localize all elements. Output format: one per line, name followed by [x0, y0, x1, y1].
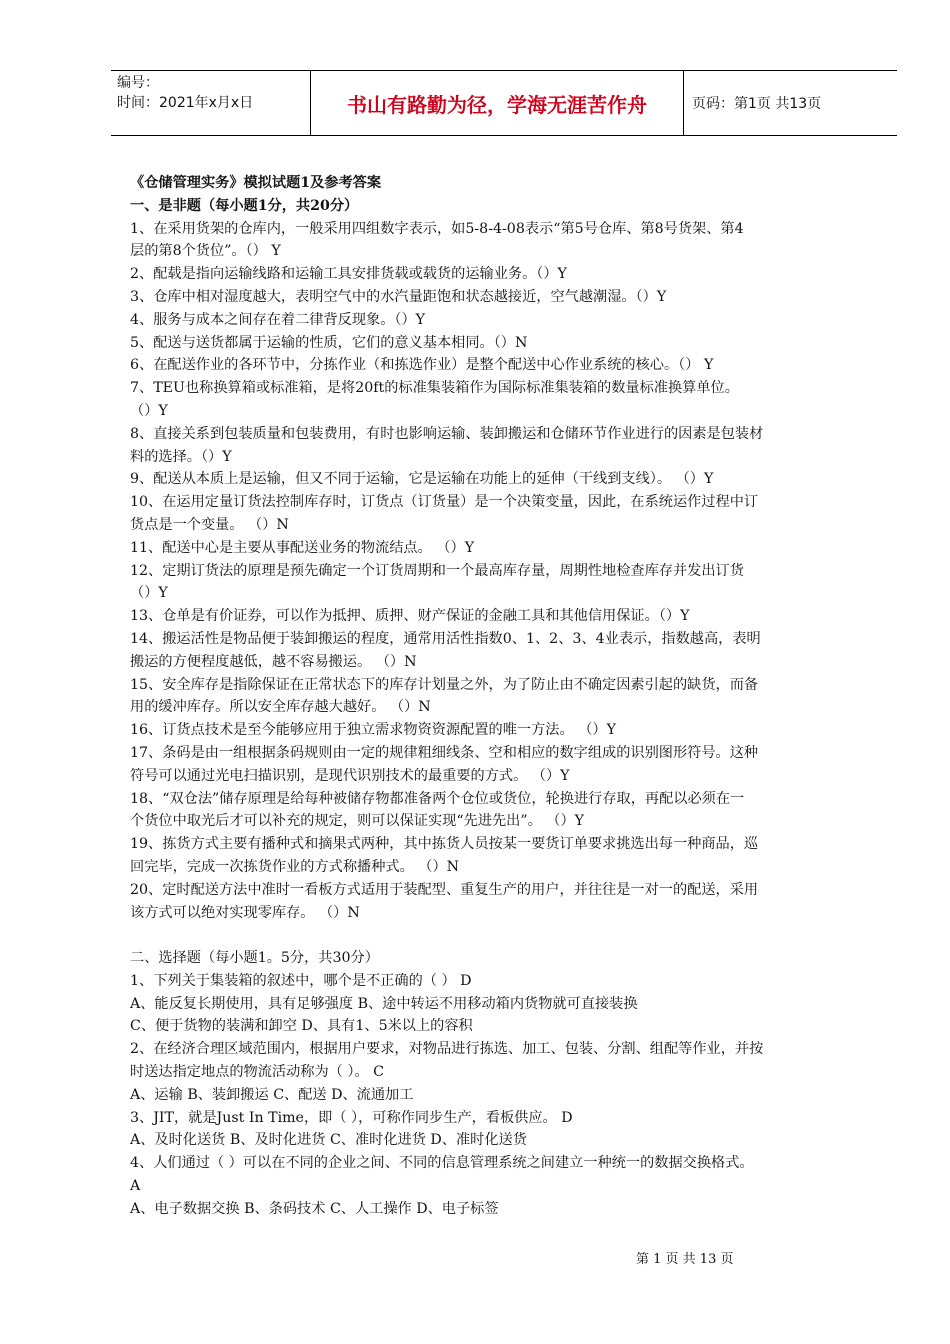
- text-line: 5、配送与送货都属于运输的性质，它们的意义基本相同。（）N: [130, 334, 528, 351]
- text-line: 该方式可以绝对实现零库存。 （）N: [130, 904, 360, 921]
- text-line: 回完毕，完成一次拣货作业的方式称播种式。 （）N: [130, 858, 460, 875]
- page-footer: 第 1 页 共 13 页: [636, 1252, 734, 1267]
- text-line: 1、下列关于集装箱的叙述中，哪个是不正确的（ ） D: [130, 972, 472, 989]
- text-line: 15、安全库存是指除保证在正常状态下的库存计划量之外，为了防止由不确定因素引起的缺货，而备: [130, 676, 759, 693]
- text-line: 8、直接关系到包装质量和包装费用，有时也影响运输、装卸搬运和仓储环节作业进行的因素是包装材: [130, 425, 764, 442]
- text-line: 3、仓库中相对湿度越大，表明空气中的水汽量距饱和状态越接近，空气越潮湿。（）Y: [130, 288, 667, 305]
- text-line: 18、“双仓法”储存原理是给每种被储存物都准备两个仓位或货位，轮换进行存取，再配以必须在一: [130, 790, 745, 807]
- text-line: A: [130, 1178, 141, 1195]
- text-line: 20、定时配送方法中准时一看板方式适用于装配型、重复生产的用户，并往往是一对一的配送，采用: [130, 881, 759, 898]
- text-line: 6、在配送作业的各环节中，分拣作业（和拣选作业）是整个配送中心作业系统的核心。（） Y: [130, 357, 714, 374]
- text-line: 7、TEU也称换算箱或标准箱，是将20ft的标准集装箱作为国际标准集装箱的数量标准换算单位。: [130, 380, 739, 397]
- text-line: 12、定期订货法的原理是预先确定一个订货周期和一个最高库存量，周期性地检查库存并发出订货: [130, 562, 744, 579]
- text-line: 16、订货点技术是至今能够应用于独立需求物资资源配置的唯一方法。 （）Y: [130, 722, 616, 739]
- text-line: 2、在经济合理区域范围内，根据用户要求，对物品进行拣选、加工、包装、分割、组配等作业，并按: [130, 1041, 764, 1058]
- text-line: 14、搬运活性是物品便于装卸搬运的程度，通常用活性指数0、1、2、3、4业表示，指数越高，表明: [130, 630, 761, 647]
- question-list: [130, 218, 880, 1221]
- text-line: （）Y: [130, 402, 168, 419]
- text-line: 4、人们通过（ ）可以在不同的企业之间、不同的信息管理系统之间建立一种统一的数据交换格式。: [130, 1155, 754, 1172]
- text-line: 19、拣货方式主要有播种式和摘果式两种，其中拣货人员按某一要货订单要求挑选出每一种商品，巡: [130, 836, 759, 853]
- header-meta: [111, 71, 311, 135]
- text-line: 搬运的方便程度越低，越不容易搬运。 （）N: [130, 653, 417, 670]
- text-line: 符号可以通过光电扫描识别，是现代识别技术的最重要的方式。 （）Y: [130, 767, 570, 784]
- text-line: 11、配送中心是主要从事配送业务的物流结点。 （）Y: [130, 539, 475, 556]
- text-line: A、能反复长期使用，具有足够强度 B、途中转运不用移动箱内货物就可直接装换: [130, 995, 638, 1012]
- blank-line: [130, 924, 880, 947]
- text-line: A、电子数据交换 B、条码技术 C、人工操作 D、电子标签: [130, 1200, 499, 1217]
- text-line: C、便于货物的装满和卸空 D、具有1、5米以上的容积: [130, 1018, 473, 1035]
- text-line: 用的缓冲库存。所以安全库存越大越好。 （）N: [130, 699, 431, 716]
- header-date: 时间：2021年x月x日: [117, 95, 254, 111]
- header-page-info: 页码：第1页 共13页: [692, 96, 822, 112]
- text-line: 1、在采用货架的仓库内，一般采用四组数字表示，如5-8-4-08表示“第5号仓库、第8号货架、第4: [130, 220, 744, 237]
- text-line: A、运输 B、装卸搬运 C、配送 D、流通加工: [130, 1086, 414, 1103]
- text-line: 4、服务与成本之间存在着二律背反现象。（）Y: [130, 311, 426, 328]
- header-number-label: 编号：: [117, 75, 159, 91]
- section-heading-true-false: 一、是非题（每小题1分，共20分）: [130, 197, 359, 214]
- text-line: 个货位中取光后才可以补充的规定，则可以保证实现“先进先出”。 （）Y: [130, 813, 585, 830]
- text-line: （）Y: [130, 585, 168, 602]
- text-line: 货点是一个变量。 （）N: [130, 516, 289, 533]
- text-line: 时送达指定地点的物流活动称为（ ）。 C: [130, 1064, 384, 1081]
- text-line: A、及时化送货 B、及时化进货 C、准时化进货 D、准时化送货: [130, 1132, 527, 1149]
- text-line: 二、选择题（每小题1。5分，共30分）: [130, 950, 379, 967]
- text-line: 3、JIT，就是Just In Time，即（ ），可称作同步生产，看板供应。 D: [130, 1109, 573, 1126]
- text-line: 层的第8个货位”。（） Y: [130, 243, 281, 260]
- text-line: 17、条码是由一组根据条码规则由一定的规律粗细线条、空和相应的数字组成的识别图形符号。这种: [130, 744, 759, 761]
- text-line: 13、仓单是有价证券，可以作为抵押、质押、财产保证的金融工具和其他信用保证。（）Y: [130, 608, 690, 625]
- text-line: 料的选择。（）Y: [130, 448, 232, 465]
- text-line: 2、配载是指向运输线路和运输工具安排货载或载货的运输业务。（）Y: [130, 266, 567, 283]
- page-header: [111, 70, 897, 136]
- header-motto: 书山有路勤为径，学海无涯苦作舟: [311, 71, 684, 135]
- document-title: 《仓储管理实务》模拟试题1及参考答案: [130, 175, 382, 191]
- text-line: 9、配送从本质上是运输，但又不同于运输，它是运输在功能上的延伸（干线到支线）。 （）Y: [130, 471, 714, 488]
- text-line: 10、在运用定量订货法控制库存时，订货点（订货量）是一个决策变量，因此，在系统运作过程中订: [130, 494, 759, 511]
- document-body: [130, 172, 880, 1221]
